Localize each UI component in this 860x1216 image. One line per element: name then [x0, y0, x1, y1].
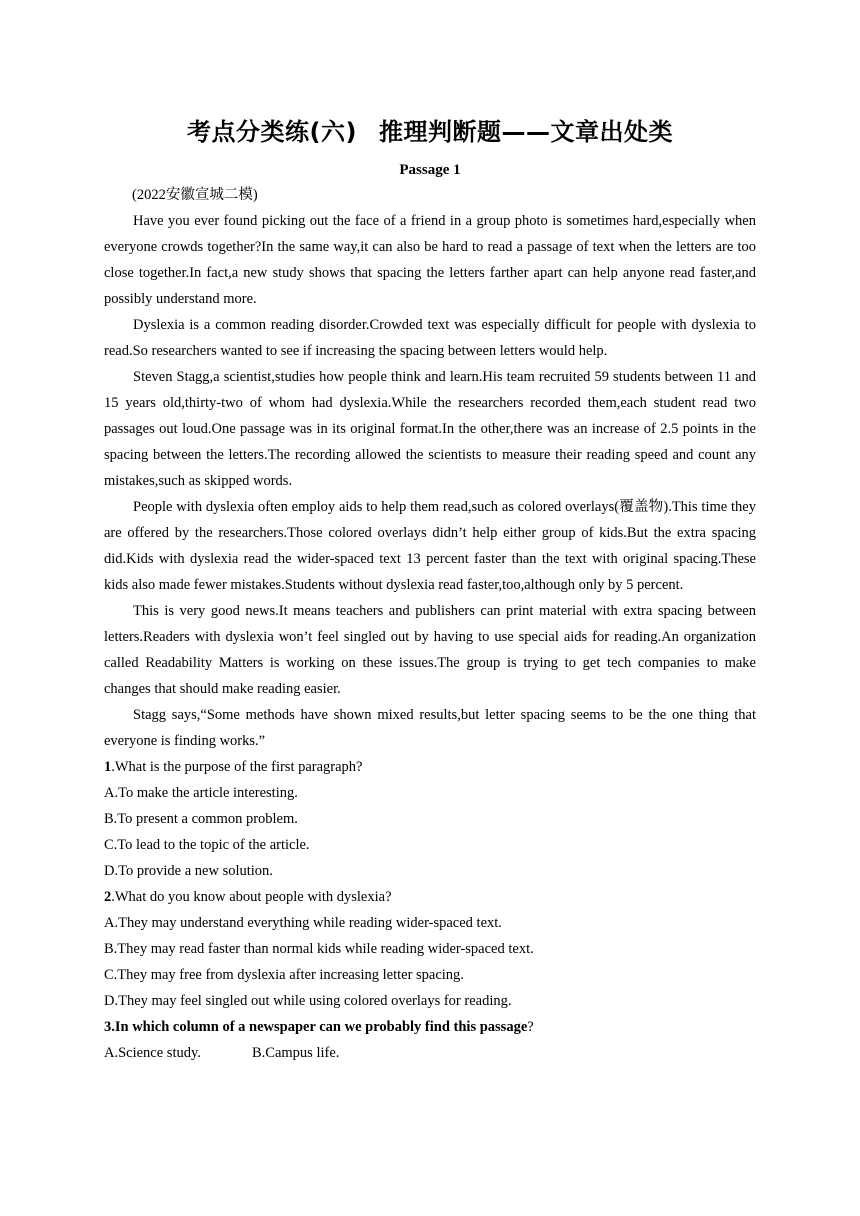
title-topic: 推理判断题——文章出处类 [378, 118, 673, 146]
question-2 [104, 884, 756, 910]
paragraph-4: People with dyslexia often employ aids to help them read,such as colored overlays(覆盖物).This time they are offered by the researchers.Those colored overlays didn’t help either group of kids.But the extra spacing did.Kids with dyslexia read the wider-spaced text 13 percent faster than the text with original spacing.These kids also made fewer mistakes.Students without dyslexia read faster,too,although only by 5 percent. [104, 499, 756, 593]
question-stem: .What do you know about people with dyslexia? [111, 889, 392, 905]
question-3 [104, 1014, 756, 1040]
passage-source: (2022安徽宣城二模) [132, 187, 258, 203]
paragraph-1: Have you ever found picking out the face of a friend in a group photo is sometimes hard,especially when everyone crowds together?In the same way,it can also be hard to read a passage of text when the letters are too close together.In fact,a new study shows that spacing the letters farther apart can help anyone read faster,and possibly understand more. [104, 213, 756, 307]
question-3-option-a: A.Science study. [104, 1045, 201, 1061]
question-3-options [104, 1040, 756, 1066]
question-number: 2 [104, 889, 112, 905]
question-1-option-d: D.To provide a new solution. [104, 863, 273, 879]
question-3-option-b: B.Campus life. [252, 1045, 340, 1061]
paragraph-2: Dyslexia is a common reading disorder.Crowded text was especially difficult for people with dyslexia to read.So researchers wanted to see if increasing the spacing between letters would help. [104, 317, 756, 359]
question-1-option-c: C.To lead to the topic of the article. [104, 837, 310, 853]
document-page [104, 112, 756, 1066]
question-1-option-a: A.To make the article interesting. [104, 785, 298, 801]
question-stem: .What is the purpose of the first paragraph? [111, 759, 363, 775]
question-number: 3 [104, 1019, 112, 1035]
title-section-label: 考点分类练(六) [187, 118, 357, 146]
question-2-option-d: D.They may feel singled out while using colored overlays for reading. [104, 993, 512, 1009]
question-1-option-b: B.To present a common problem. [104, 811, 298, 827]
question-number: 1 [104, 759, 112, 775]
question-2-option-c: C.They may free from dyslexia after increasing letter spacing. [104, 967, 464, 983]
paragraph-6: Stagg says,“Some methods have shown mixed results,but letter spacing seems to be the one thing that everyone is finding works.” [104, 707, 756, 749]
question-2-option-a: A.They may understand everything while reading wider-spaced text. [104, 915, 502, 931]
question-1 [104, 754, 756, 780]
question-stem-tail: ? [527, 1019, 534, 1035]
question-2-option-b: B.They may read faster than normal kids while reading wider-spaced text. [104, 941, 534, 957]
passage-label: Passage 1 [399, 162, 461, 178]
paragraph-3: Steven Stagg,a scientist,studies how people think and learn.His team recruited 59 students between 11 and 15 years old,thirty-two of whom had dyslexia.While the researchers recorded them,each student read two passages out loud.One passage was in its original format.In the other,there was an increase of 2.5 points in the spacing between the letters.The recording allowed the scientists to measure their reading speed and count any mistakes,such as skipped words. [104, 369, 756, 489]
question-stem: .In which column of a newspaper can we probably find this passage [111, 1019, 528, 1035]
paragraph-5: This is very good news.It means teachers and publishers can print material with extra spacing between letters.Readers with dyslexia won’t feel singled out by having to use special aids for reading.An organization called Readability Matters is working on these issues.The group is trying to get tech companies to make changes that should make reading easier. [104, 603, 756, 697]
page-title [104, 112, 756, 152]
